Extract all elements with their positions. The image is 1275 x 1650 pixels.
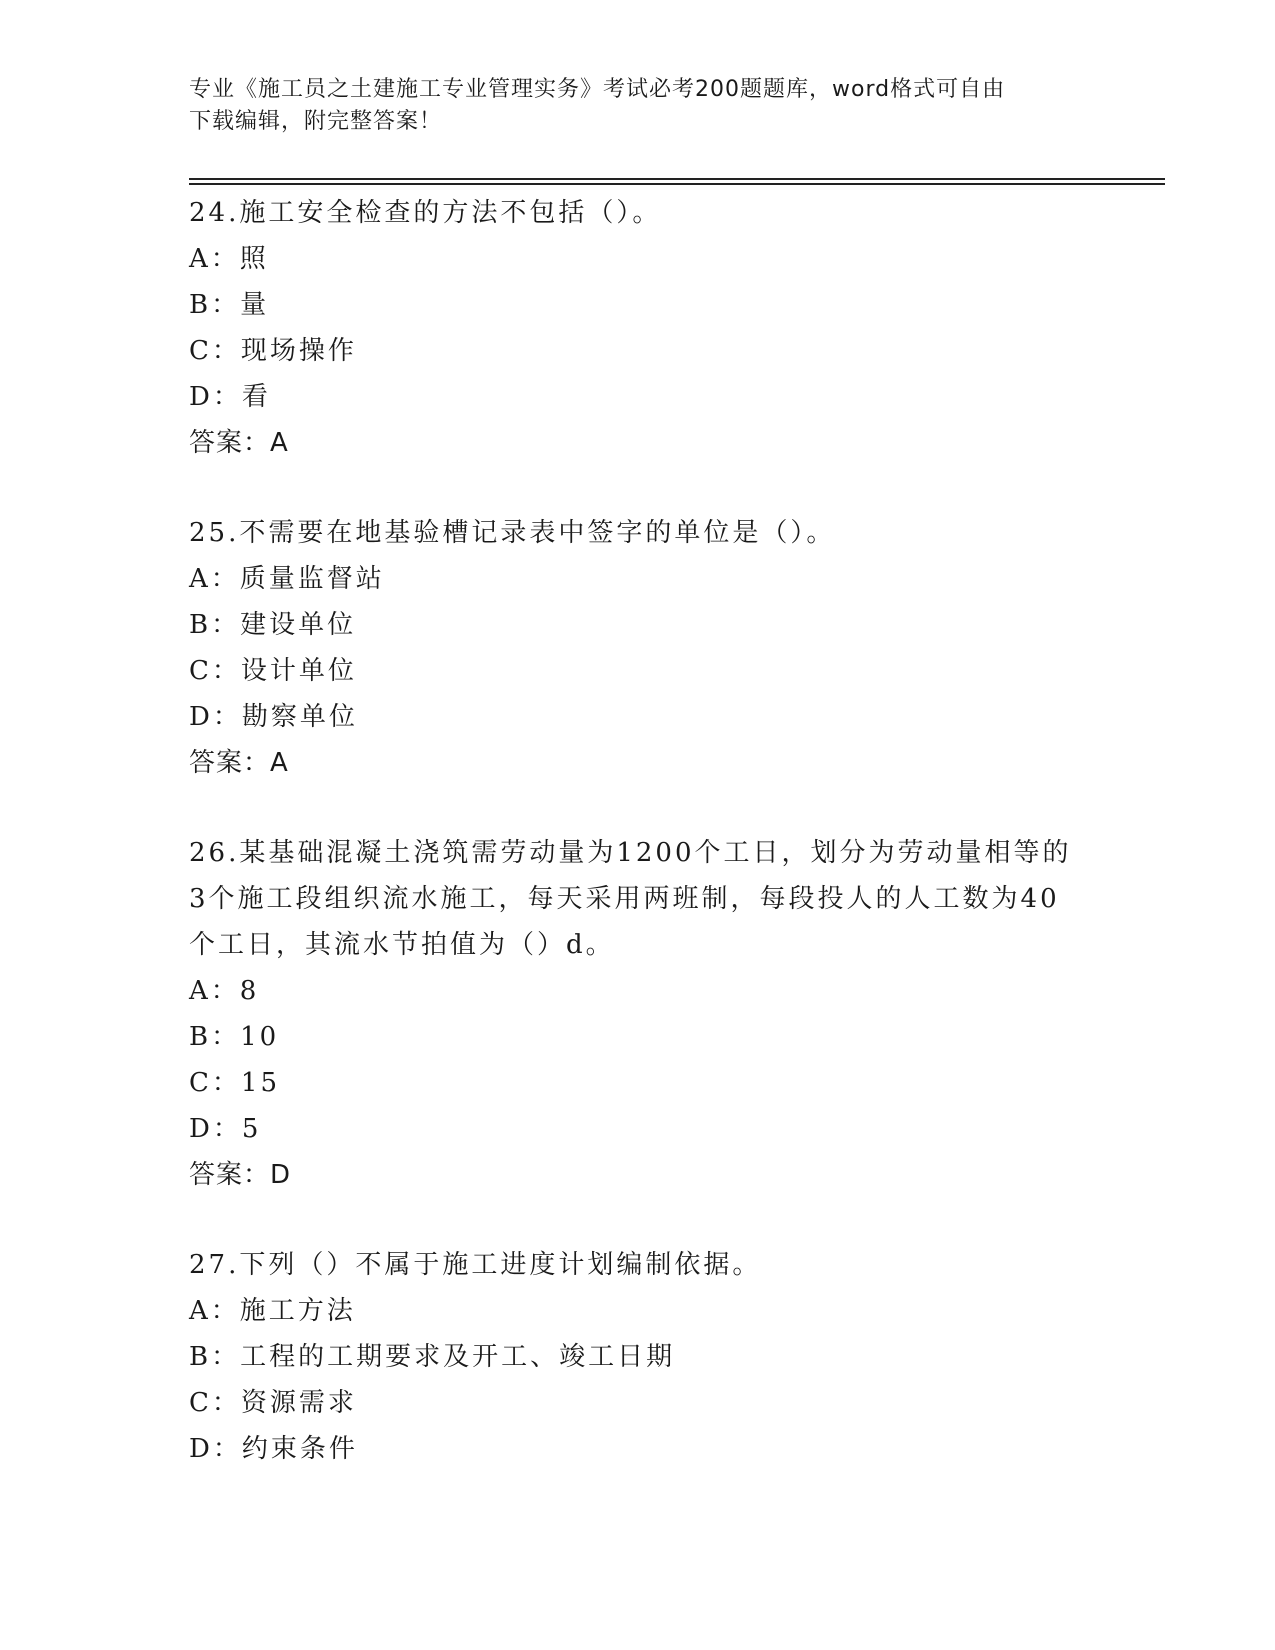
option-letter: C： <box>189 336 241 366</box>
option-b <box>189 1334 1089 1380</box>
question-stem: 27.下列（）不属于施工进度计划编制依据。 <box>189 1250 762 1280</box>
option-c <box>189 648 1089 694</box>
option-letter: C： <box>189 656 241 686</box>
option-text: 量 <box>240 290 270 320</box>
option-letter: A： <box>189 976 240 1006</box>
question-stem: 24.施工安全检查的方法不包括（）。 <box>189 198 662 228</box>
header-line-2: 下载编辑，附完整答案！ <box>189 109 443 134</box>
option-text: 现场操作 <box>240 336 357 366</box>
option-letter: B： <box>189 1342 241 1372</box>
option-d <box>189 1106 1089 1152</box>
option-letter: D： <box>189 1114 242 1144</box>
option-text: 施工方法 <box>239 1296 356 1326</box>
option-letter: A： <box>189 244 240 274</box>
option-d <box>189 694 1089 740</box>
option-a <box>189 236 1089 282</box>
option-letter: D： <box>189 702 242 732</box>
option-text: 建设单位 <box>240 610 357 640</box>
answer: 答案：A <box>189 748 289 778</box>
option-c <box>189 328 1089 374</box>
option-text: 8 <box>239 976 260 1006</box>
question-stem: 25.不需要在地基验槽记录表中签字的单位是（）。 <box>189 518 836 548</box>
question-25 <box>189 510 1089 786</box>
option-b <box>189 282 1089 328</box>
option-text: 设计单位 <box>240 656 357 686</box>
option-letter: C： <box>189 1068 241 1098</box>
question-stem-line-1: 26.某基础混凝土浇筑需劳动量为1200个工日，划分为劳动量相等的 <box>189 838 1072 868</box>
question-24 <box>189 190 1089 466</box>
answer: 答案：A <box>189 428 289 458</box>
option-letter: B： <box>189 290 241 320</box>
option-a <box>189 556 1089 602</box>
option-a <box>189 968 1089 1014</box>
option-letter: D： <box>189 382 242 412</box>
question-stem-line-2: 3个施工段组织流水施工，每天采用两班制，每段投人的人工数为40 <box>189 884 1060 914</box>
option-a <box>189 1288 1089 1334</box>
option-c <box>189 1380 1089 1426</box>
option-text: 约束条件 <box>241 1434 358 1464</box>
question-stem-line-3: 个工日，其流水节拍值为（）d。 <box>189 930 615 960</box>
header-line-1: 专业《施工员之土建施工专业管理实务》考试必考200题题库，word格式可自由 <box>189 77 1006 102</box>
option-text: 工程的工期要求及开工、竣工日期 <box>240 1342 676 1372</box>
question-list <box>189 190 1089 1516</box>
option-c <box>189 1060 1089 1106</box>
option-text: 看 <box>241 382 271 412</box>
option-text: 资源需求 <box>240 1388 357 1418</box>
option-d <box>189 1426 1089 1472</box>
option-text: 10 <box>240 1022 280 1052</box>
option-d <box>189 374 1089 420</box>
option-letter: B： <box>189 610 241 640</box>
option-text: 质量监督站 <box>239 564 385 594</box>
question-26 <box>189 830 1089 1198</box>
option-letter: D： <box>189 1434 242 1464</box>
option-text: 15 <box>240 1068 280 1098</box>
header-rule-top <box>189 178 1165 180</box>
option-text: 勘察单位 <box>241 702 358 732</box>
question-27 <box>189 1242 1089 1472</box>
document-header <box>189 74 1069 138</box>
option-b <box>189 1014 1089 1060</box>
option-b <box>189 602 1089 648</box>
option-text: 照 <box>239 244 269 274</box>
option-letter: A： <box>189 564 240 594</box>
option-letter: B： <box>189 1022 241 1052</box>
option-letter: C： <box>189 1388 241 1418</box>
header-rule-bottom <box>189 183 1165 185</box>
option-text: 5 <box>241 1114 262 1144</box>
answer: 答案：D <box>189 1160 292 1190</box>
option-letter: A： <box>189 1296 240 1326</box>
